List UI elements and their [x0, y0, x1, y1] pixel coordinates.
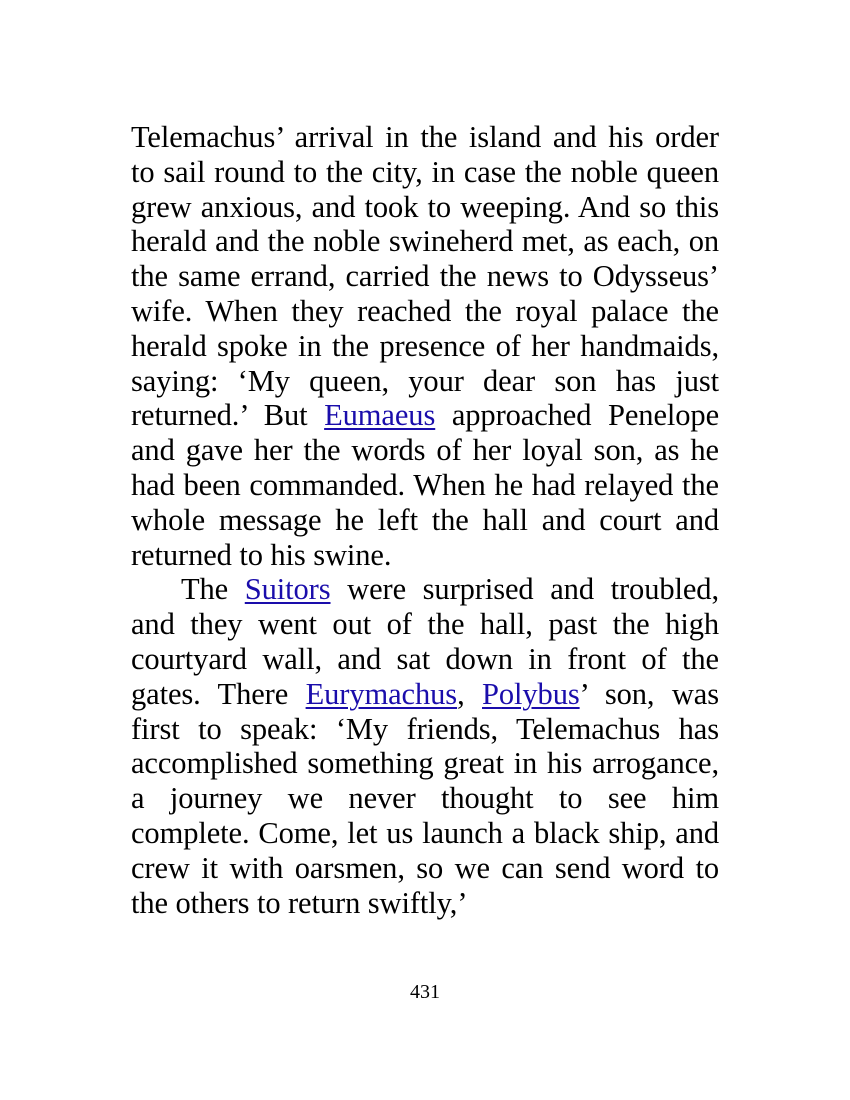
text-segment: approached Penelope and gave her the words of her loyal son, as he had been commanded. When he had relayed the whole message he left the hall and court and returned to his swine. — [131, 398, 720, 572]
text-segment: ’ son, was first to speak: ‘My friends, Telemachus has accomplished something great in his arrogance, a journey we never thought to see him complete. Come, let us launch a black ship, and crew it with oarsmen, so we can send word to the others to return swiftly,’ — [131, 676, 719, 920]
link-eurymachus[interactable]: Eurymachus — [305, 676, 458, 711]
link-polybus[interactable]: Polybus — [482, 676, 580, 711]
text-segment: The — [181, 572, 245, 607]
page-number: 431 — [410, 981, 440, 1003]
paragraph-1 — [131, 120, 719, 572]
text-segment: , — [457, 676, 483, 711]
link-eumaeus[interactable]: Eumaeus — [324, 398, 436, 433]
text-segment: were surprised and troubled, and they went out of the hall, past the high courtyard wall, and sat down in front of the gates. There — [131, 572, 719, 711]
paragraph-2 — [131, 572, 719, 920]
body-text — [131, 120, 719, 920]
link-suitors[interactable]: Suitors — [244, 572, 331, 607]
text-segment: Telemachus’ arrival in the island and his order to sail round to the city, in case the noble queen grew anxious, and took to weeping. And so this herald and the noble swineherd met, as each, on the same errand, carried the news to Odysseus’ wife. When they reached the royal palace the herald spoke in the presence of her handmaids, saying: ‘My queen, your dear son has just returned.’ But — [131, 120, 719, 433]
